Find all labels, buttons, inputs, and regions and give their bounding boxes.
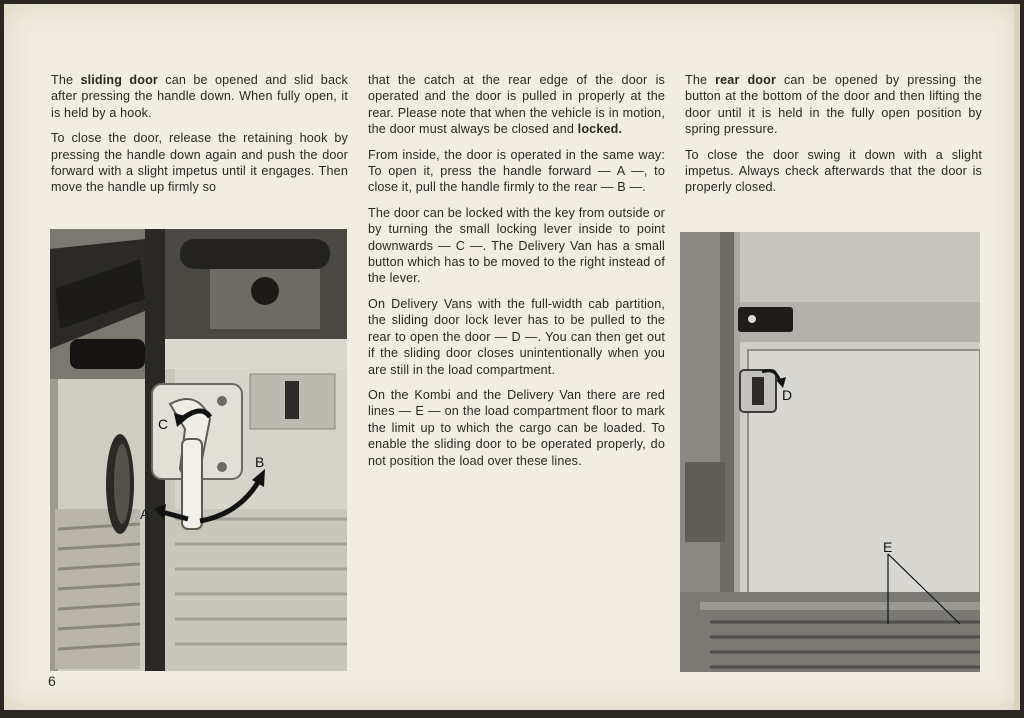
bold-term: sliding door [80,73,158,87]
paragraph-close-rear-door: To close the door swing it down with a slight impetus. Always check afterwards that the door is properly closed. [685,147,982,195]
photo-load-compartment-illustration [680,232,980,672]
paragraph-red-lines: On the Kombi and the Delivery Van there are red lines — E — on the load compartment floor to mark the limit up to which the cargo can be loaded. To enable the sliding door to be operated properly, do not position the load over these lines. [368,387,665,468]
paragraph-locking: The door can be locked with the key from outside or by turning the small locking lever inside to point downwards — C —. The Delivery Van has a small button which has to be moved to the right instead of the lever. [368,205,665,286]
label-e: E [883,539,893,555]
column-left [51,72,348,205]
photo-sliding-door-handle [50,229,347,671]
label-a: A [140,506,150,522]
paragraph-partition: On Delivery Vans with the full-width cab partition, the sliding door lock lever has to be pulled to the rear to open the door — D —. You can then get out if the sliding door closes unintentionally when you are still in the load compartment. [368,296,665,377]
column-right [685,72,982,205]
label-c: C [158,416,169,432]
bold-term: locked. [577,122,623,137]
bold-term: rear door [715,73,777,87]
manual-page [4,4,1020,710]
label-b: B [255,454,265,470]
column-middle [368,72,665,478]
label-d: D [782,387,793,403]
page-number: 6 [48,673,56,689]
paragraph-close-door: To close the door, release the retaining hook by pressing the handle down again and push the door forward with a slight impetus until it engages. Then move the handle up firmly so [51,131,348,195]
paragraph-inside: From inside, the door is operated in the same way: To open it, press the handle forward — A —, to close it, pull the handle firmly to the rear — B —. [368,147,665,195]
photo-sliding-door-illustration [50,229,347,671]
photo-load-compartment [680,232,980,672]
paragraph-sliding-door: The sliding door can be opened and slid back after pressing the handle down. When fully open, it is held by a hook. [51,73,349,120]
paragraph-rear-door: The rear door can be opened by pressing the button at the bottom of the door and then lifting the door until it is held in the fully open position by spring pressure. [685,73,982,137]
paragraph-catch: that the catch at the rear edge of the door is operated and the door is pulled in properly at the rear. Please note that when the vehicle is in motion, the door must always be closed and locked. [368,73,665,137]
